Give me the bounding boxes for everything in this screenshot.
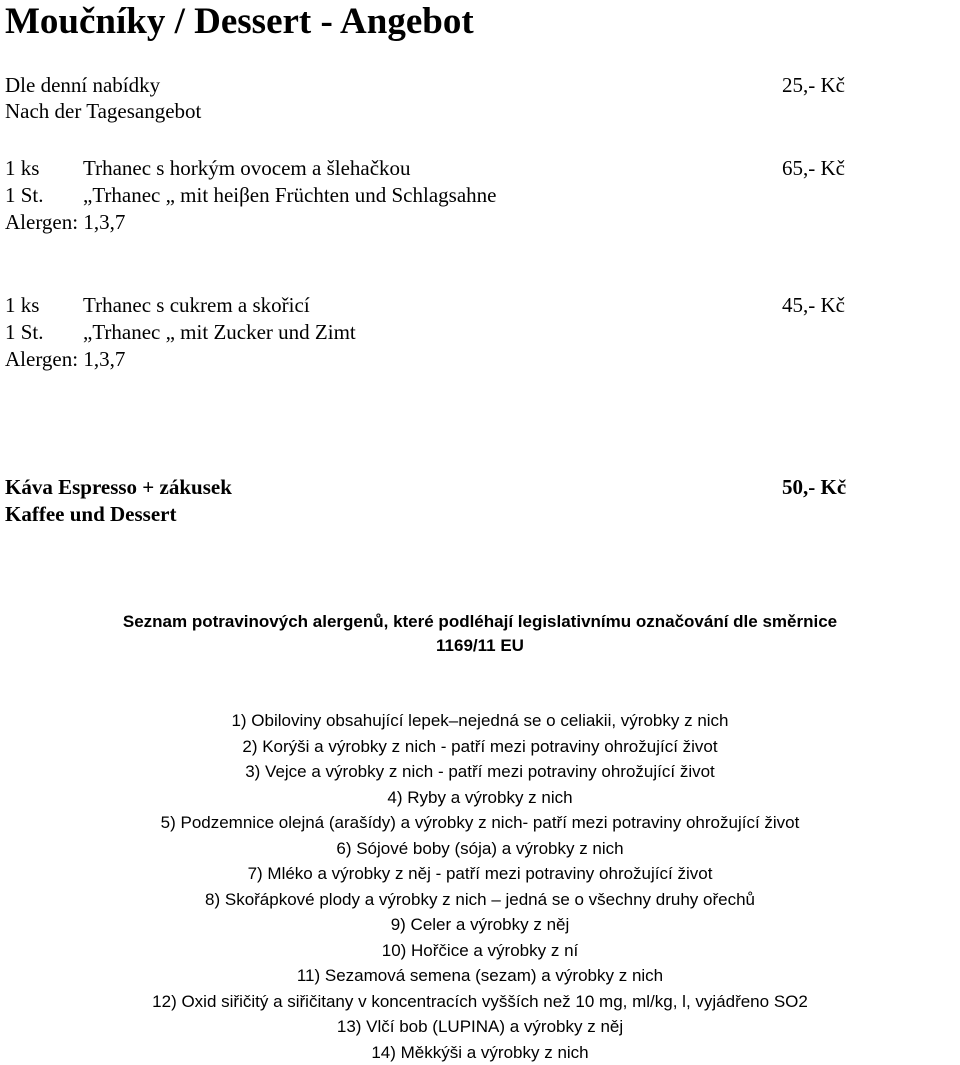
item-1-price: 65,- Kč [782, 156, 845, 180]
allergen-heading [0, 610, 960, 658]
allergen-list-item: 7) Mléko a výrobky z něj - patří mezi potraviny ohrožující život [247, 864, 713, 883]
item-2-name-cz: Trhanec s cukrem a skořicí [83, 293, 310, 317]
item-2-name-de: „Trhanec „ mit Zucker und Zimt [83, 320, 356, 344]
allergen-heading-line-1: Seznam potravinových alergenů, které podléhají legislativnímu označování dle směrnice [122, 612, 838, 631]
page-title: Moučníky / Dessert - Angebot [5, 1, 474, 42]
daily-offer-cz: Dle denní nabídky [5, 73, 161, 97]
daily-offer-de: Nach der Tagesangebot [5, 99, 202, 123]
item-2-allergens: Alergen: 1,3,7 [5, 347, 126, 371]
allergen-list-item: 1) Obiloviny obsahující lepek–nejedná se o celiakii, výrobky z nich [231, 711, 729, 730]
allergen-list-item: 14) Měkkýši a výrobky z nich [371, 1042, 589, 1062]
allergen-heading-line-2: 1169/11 EU [436, 636, 524, 655]
allergen-list-item: 6) Sójové boby (sója) a výrobky z nich [336, 838, 624, 858]
item-2-price: 45,- Kč [782, 293, 845, 317]
item-1-qty-cz: 1 ks [5, 156, 40, 180]
item-2-qty-de: 1 St. [5, 320, 44, 344]
item-1-allergens: Alergen: 1,3,7 [5, 210, 126, 234]
combo-de: Kaffee und Dessert [5, 502, 177, 526]
item-1-qty-de: 1 St. [5, 183, 44, 207]
allergen-list-item: 10) Hořčice a výrobky z ní [381, 940, 579, 960]
allergen-list-item: 3) Vejce a výrobky z nich - patří mezi potraviny ohrožující život [245, 762, 715, 781]
allergen-list-item: 5) Podzemnice olejná (arašídy) a výrobky z nich- patří mezi potraviny ohrožující život [160, 813, 800, 832]
daily-offer-price: 25,- Kč [782, 73, 845, 97]
item-1-name-de: „Trhanec „ mit heiβen Früchten und Schlagsahne [83, 183, 497, 207]
allergen-list-item: 9) Celer a výrobky z něj [390, 915, 570, 934]
allergen-list-item: 4) Ryby a výrobky z nich [387, 787, 573, 807]
allergen-list-item: 8) Skořápkové plody a výrobky z nich – jedná se o všechny druhy ořechů [205, 889, 755, 909]
item-2-qty-cz: 1 ks [5, 293, 40, 317]
allergen-list-item: 12) Oxid siřičitý a siřičitany v koncentracích vyšších než 10 mg, ml/kg, l, vyjádřeno SO2 [152, 991, 808, 1011]
combo-cz: Káva Espresso + zákusek [5, 475, 232, 499]
item-1-name-cz: Trhanec s horkým ovocem a šlehačkou [83, 156, 411, 180]
combo-price: 50,- Kč [782, 475, 847, 499]
allergen-list-item: 13) Vlčí bob (LUPINA) a výrobky z něj [336, 1017, 624, 1036]
allergen-list [0, 708, 960, 1065]
allergen-list-item: 2) Korýši a výrobky z nich - patří mezi potraviny ohrožující život [242, 736, 718, 756]
allergen-list-item: 11) Sezamová semena (sezam) a výrobky z nich [296, 966, 664, 985]
